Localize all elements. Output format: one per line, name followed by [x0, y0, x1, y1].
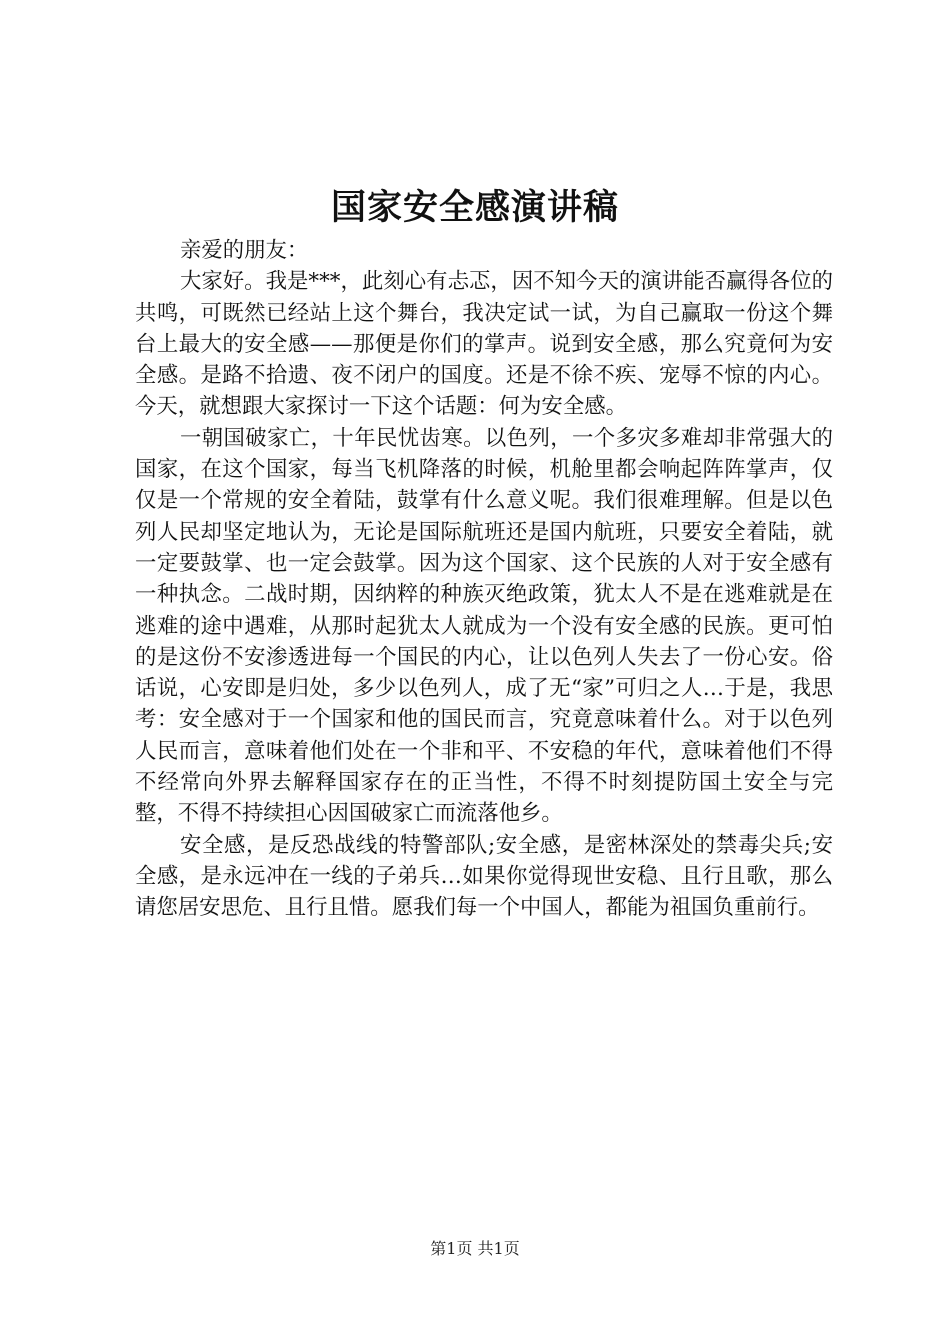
paragraph-3: 安全感，是反恐战线的特警部队;安全感，是密林深处的禁毒尖兵;安全感，是永远冲在一线的子弟兵…如果你觉得现世安稳、且行且歌，那么请您居安思危、且行且惜。愿我们每一个中国人，都能为祖国负重前行。 — [135, 832, 833, 921]
paragraph-2: 一朝国破家亡，十年民忧齿寒。以色列，一个多灾多难却非常强大的国家，在这个国家，每当飞机降落的时候，机舱里都会响起阵阵掌声，仅仅是一个常规的安全着陆，鼓掌有什么意义呢。我们很难理解。但是以色列人民却坚定地认为，无论是国际航班还是国内航班，只要安全着陆，就一定要鼓掌、也一定会鼓掌。因为这个国家、这个民族的人对于安全感有一种执念。二战时期，因纳粹的种族灭绝政策，犹太人不是在逃难就是在逃难的途中遇难，从那时起犹太人就成为一个没有安全感的民族。更可怕的是这份不安渗透进每一个国民的内心，让以色列人失去了一份心安。俗话说，心安即是归处，多少以色列人，成了无“家”可归之人…于是，我思考：安全感对于一个国家和他的国民而言，究竟意味着什么。对于以色列人民而言，意味着他们处在一个非和平、不安稳的年代，意味着他们不得不经常向外界去解释国家存在的正当性，不得不时刻提防国土安全与完整，不得不持续担心因国破家亡而流落他乡。 — [135, 425, 833, 827]
paragraph-1: 大家好。我是***，此刻心有忐忑，因不知今天的演讲能否赢得各位的共鸣，可既然已经站上这个舞台，我决定试一试，为自己赢取一份这个舞台上最大的安全感——那便是你们的掌声。说到安全感，那么究竟何为安全感。是路不拾遗、夜不闭户的国度。还是不徐不疾、宠辱不惊的内心。今天，就想跟大家探讨一下这个话题：何为安全感。 — [135, 269, 833, 420]
document-body — [135, 235, 833, 924]
document-title: 国家安全感演讲稿 — [330, 187, 619, 228]
page-number-footer: 第1页 共1页 — [430, 1239, 520, 1258]
salutation: 亲爱的朋友： — [179, 238, 309, 263]
